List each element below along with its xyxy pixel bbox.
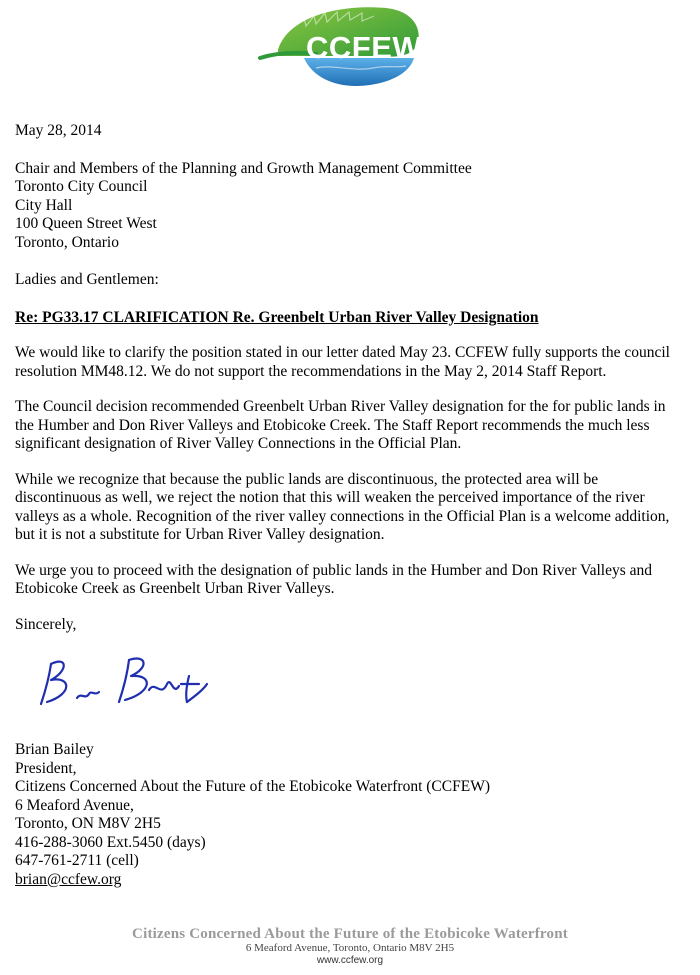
recipient-line: Chair and Members of the Planning and Growth Management Committee (15, 159, 472, 177)
letter-date: May 28, 2014 (15, 122, 102, 139)
letter-body (15, 122, 685, 640)
recipient-line: Toronto, Ontario (15, 233, 119, 251)
footer-address: 6 Meaford Avenue, Toronto, Ontario M8V 2H5 (245, 942, 455, 954)
footer-website-link[interactable]: www.ccfew.org (316, 955, 384, 966)
closing: Sincerely, (15, 615, 77, 633)
sender-email-link[interactable]: brian@ccfew.org (15, 870, 122, 888)
sender-title: President, (15, 759, 77, 777)
subject-line: Re: PG33.17 CLARIFICATION Re. Greenbelt Urban River Valley Designation (15, 308, 539, 326)
body-paragraph: We urge you to proceed with the designation of public lands in the Humber and Don River Valleys and Etobicoke Creek as Greenbelt Urban River Valleys. (15, 561, 652, 597)
recipient-line: Toronto City Council (15, 178, 148, 195)
sender-name: Brian Bailey (15, 741, 94, 758)
ccfew-logo (258, 2, 426, 88)
body-paragraph: While we recognize that because the public lands are discontinuous, the protected area will be discontinuous as well, we reject the notion that this will weaken the perceived importance of the river valleys as a whole. Recognition of the river valley connections in the Official Plan is a welcome addition, but it is not a substitute for Urban River Valley designation. (15, 470, 670, 543)
recipient-line: City Hall (15, 196, 73, 214)
sender-city: Toronto, ON M8V 2H5 (15, 815, 161, 832)
sender-street: 6 Meaford Avenue, (15, 796, 134, 814)
sender-phone-cell: 647-761-2711 (cell) (15, 852, 139, 869)
handwritten-signature (37, 654, 217, 718)
recipient-address (15, 160, 685, 253)
letterhead-footer (0, 926, 700, 967)
recipient-line: 100 Queen Street West (15, 215, 157, 232)
body-paragraph: We would like to clarify the position stated in our letter dated May 23. CCFEW fully supports the council resolution MM48.12. We do not support the recommendations in the May 2, 2014 Staff Report. (15, 344, 670, 380)
logo-text: CCFEW (306, 30, 423, 65)
body-paragraph: The Council decision recommended Greenbelt Urban River Valley designation for the for public lands in the Humber and Don River Valleys and Etobicoke Creek. The Staff Report recommends the much less significant designation of River Valley Connections in the Official Plan. (15, 398, 666, 452)
footer-organization: Citizens Concerned About the Future of the Etobicoke Waterfront (132, 926, 568, 942)
salutation: Ladies and Gentlemen: (15, 271, 159, 288)
sender-block (15, 741, 490, 889)
sender-phone-day: 416-288-3060 Ext.5450 (days) (15, 833, 206, 851)
sender-organization: Citizens Concerned About the Future of the Etobicoke Waterfront (CCFEW) (15, 778, 490, 795)
